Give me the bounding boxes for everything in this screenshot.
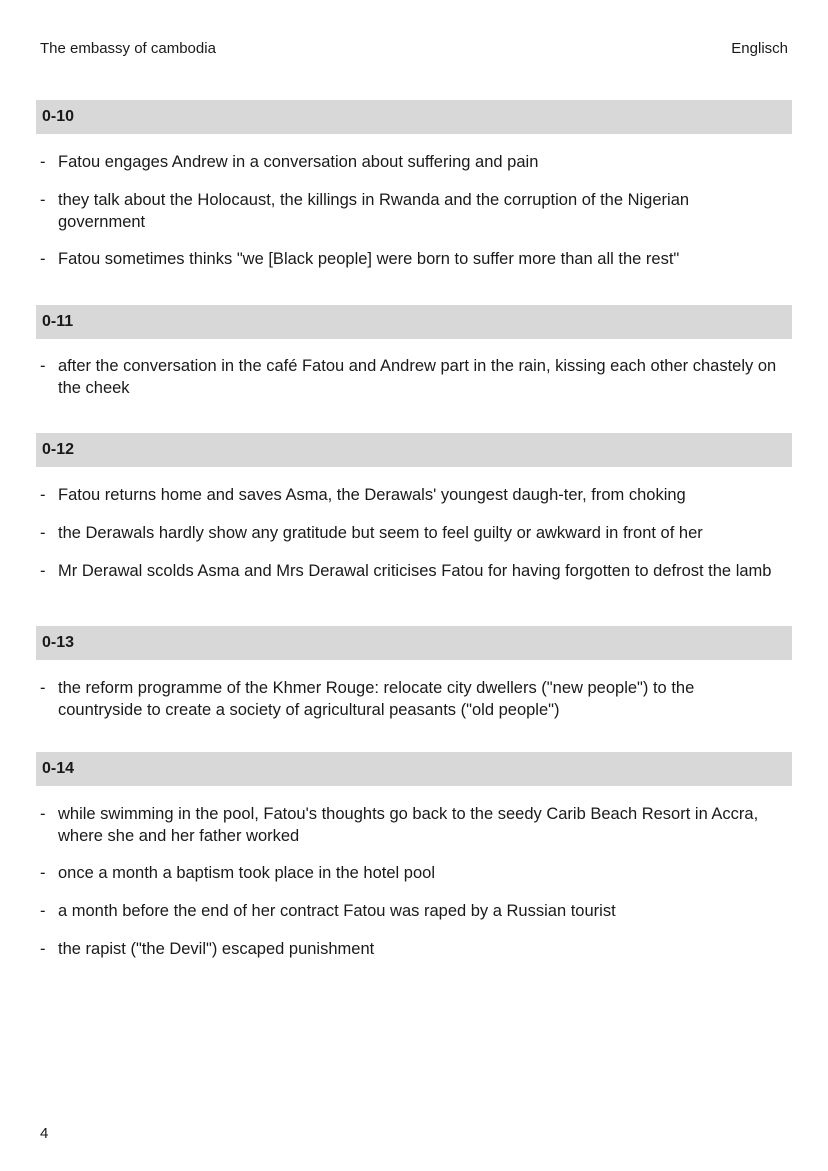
- page-number: 4: [40, 1125, 49, 1142]
- bullet-dash: -: [40, 562, 46, 580]
- bullet-dash: -: [40, 940, 46, 958]
- section-heading: 0-10: [36, 100, 792, 134]
- list-item: [40, 939, 780, 961]
- bullet-dash: -: [40, 191, 46, 209]
- bullet-dash: -: [40, 250, 46, 268]
- list-item-text: after the conversation in the café Fatou and Andrew part in the rain, kissing each other chastely on the cheek: [58, 357, 777, 397]
- list-item: [40, 485, 780, 507]
- list-item: [40, 863, 780, 885]
- list-item: [40, 561, 780, 583]
- bullet-dash: -: [40, 805, 46, 823]
- section-heading: 0-14: [36, 752, 792, 786]
- list-item-text: the reform programme of the Khmer Rouge: relocate city dwellers ("new people") to the countryside to create a society of agricultural peasants ("old people"): [58, 679, 695, 719]
- section-heading: 0-12: [36, 433, 792, 467]
- list-item: [40, 678, 780, 721]
- bullet-dash: -: [40, 679, 46, 697]
- bullet-dash: -: [40, 524, 46, 542]
- list-item-text: while swimming in the pool, Fatou's thoughts go back to the seedy Carib Beach Resort in Accra, where she and her father worked: [58, 805, 759, 845]
- bullet-dash: -: [40, 864, 46, 882]
- page-header: [40, 40, 788, 60]
- list-item-text: once a month a baptism took place in the hotel pool: [58, 864, 435, 882]
- list-item: [40, 901, 780, 923]
- list-item: [40, 523, 780, 545]
- list-item: [40, 804, 780, 847]
- section-heading: 0-11: [36, 305, 792, 339]
- bullet-dash: -: [40, 902, 46, 920]
- list-item-text: the rapist ("the Devil") escaped punishment: [58, 940, 375, 958]
- list-item: [40, 249, 780, 271]
- document-title: The embassy of cambodia: [40, 40, 216, 57]
- list-item-text: a month before the end of her contract Fatou was raped by a Russian tourist: [58, 902, 616, 920]
- list-item-text: Mr Derawal scolds Asma and Mrs Derawal criticises Fatou for having forgotten to defrost the lamb: [58, 562, 772, 580]
- list-item: [40, 190, 780, 233]
- bullet-dash: -: [40, 357, 46, 375]
- list-item-text: Fatou engages Andrew in a conversation about suffering and pain: [58, 153, 539, 171]
- list-item-text: they talk about the Holocaust, the killings in Rwanda and the corruption of the Nigerian government: [58, 191, 690, 231]
- bullet-dash: -: [40, 486, 46, 504]
- section-heading: 0-13: [36, 626, 792, 660]
- subject-label: Englisch: [731, 40, 788, 57]
- list-item: [40, 152, 780, 174]
- bullet-dash: -: [40, 153, 46, 171]
- list-item-text: Fatou returns home and saves Asma, the Derawals' youngest daugh-ter, from choking: [58, 486, 686, 504]
- list-item-text: Fatou sometimes thinks "we [Black people] were born to suffer more than all the rest": [58, 250, 680, 268]
- list-item-text: the Derawals hardly show any gratitude but seem to feel guilty or awkward in front of her: [58, 524, 703, 542]
- list-item: [40, 356, 780, 399]
